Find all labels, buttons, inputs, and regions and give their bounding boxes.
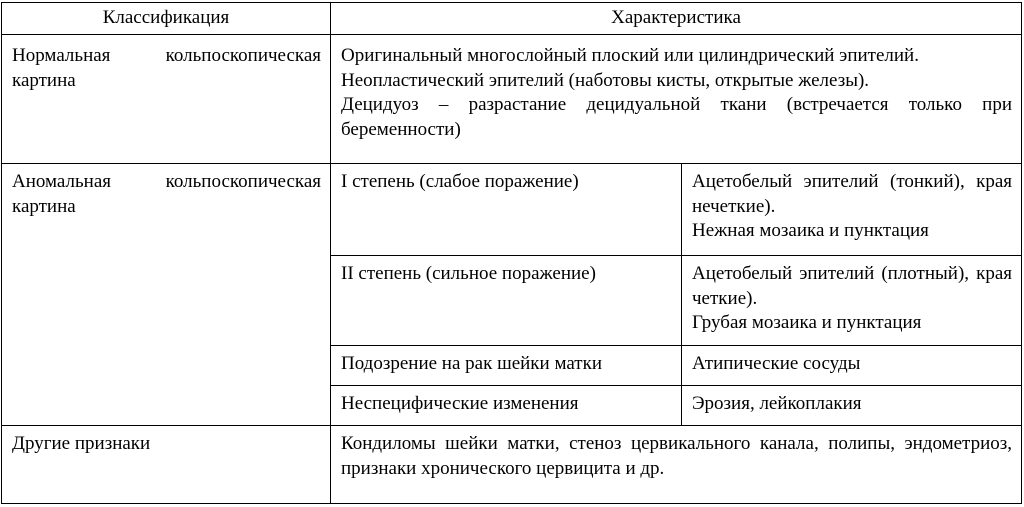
header-classification: Классификация xyxy=(2,3,331,35)
cell-abnormal-subtype-2: II степень (сильное поражение) xyxy=(331,256,682,346)
cell-normal-classification: Нормальная кольпоскопическая картина xyxy=(2,35,331,164)
abnormal-1-line-1: Ацетобелый эпителий (тонкий), края нечеткие). xyxy=(692,171,1013,217)
cell-abnormal-subtype-1: I степень (слабое поражение) xyxy=(331,164,682,256)
table-row-abnormal-1 xyxy=(2,164,1022,256)
table-row-other xyxy=(2,426,1022,504)
classification-table xyxy=(1,2,1022,504)
cell-abnormal-description-1 xyxy=(682,164,1022,256)
normal-line-2: Неопластический эпителий (наботовы кисты, открытые железы). xyxy=(341,69,870,91)
table-row-normal xyxy=(2,35,1022,164)
cell-abnormal-subtype-4: Неспецифические изменения xyxy=(331,386,682,426)
cell-abnormal-description-2 xyxy=(682,256,1022,346)
cell-abnormal-subtype-3: Подозрение на рак шейки матки xyxy=(331,346,682,386)
abnormal-2-line-1: Ацетобелый эпителий (плотный), края четкие). xyxy=(692,263,1013,309)
cell-other-classification: Другие признаки xyxy=(2,426,331,504)
normal-line-3: Децидуоз – разрастание децидуальной ткани (встречается только при беременности) xyxy=(341,94,1013,140)
normal-line-1: Оригинальный многослойный плоский или цилиндрический эпителий. xyxy=(341,45,919,66)
cell-abnormal-classification: Аномальная кольпоскопическая картина xyxy=(2,164,331,426)
abnormal-2-line-2: Грубая мозаика и пунктация xyxy=(692,312,922,333)
cell-abnormal-description-4: Эрозия, лейкоплакия xyxy=(682,386,1022,426)
cell-other-characteristic: Кондиломы шейки матки, стеноз цервикального канала, полипы, эндометриоз, признаки хронического цервицита и др. xyxy=(331,426,1022,504)
header-characteristic: Характеристика xyxy=(331,3,1022,35)
table-header-row xyxy=(2,3,1022,35)
cell-normal-characteristic xyxy=(331,35,1022,164)
abnormal-1-line-2: Нежная мозаика и пунктация xyxy=(692,220,929,241)
cell-abnormal-description-3: Атипические сосуды xyxy=(682,346,1022,386)
